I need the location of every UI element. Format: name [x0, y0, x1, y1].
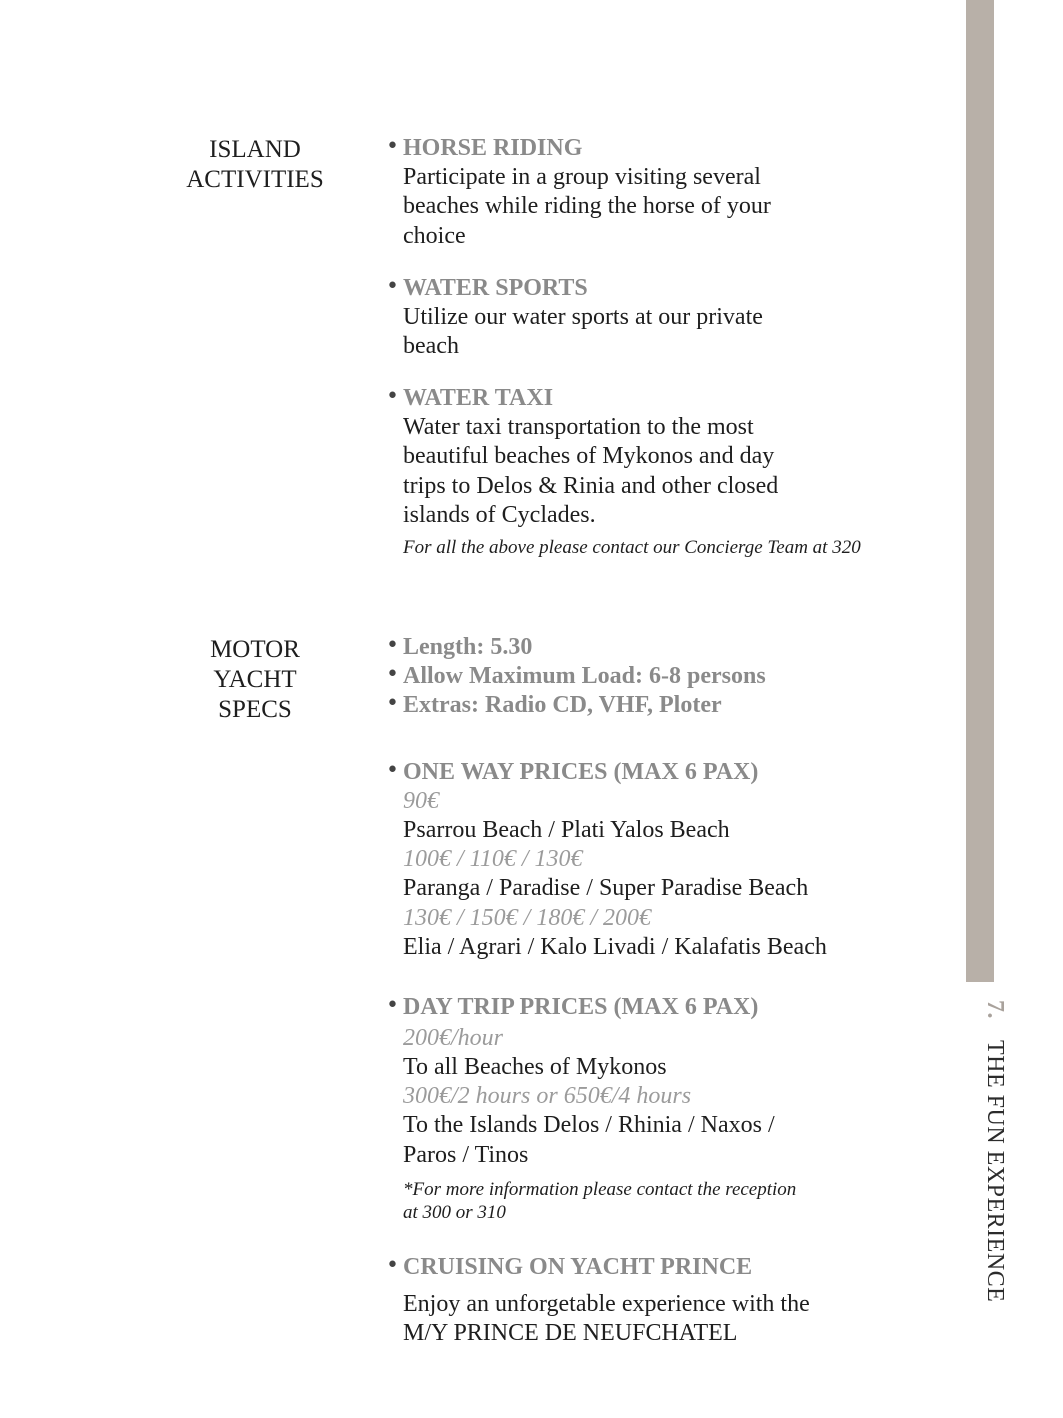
chapter-title: THE FUN EXPERIENCE	[982, 1039, 1008, 1302]
bullet-icon: •	[386, 384, 399, 409]
activity-desc: Participate in a group visiting several	[403, 164, 761, 190]
cruising-yacht-prince	[386, 1253, 906, 1349]
spec-length	[386, 633, 906, 662]
section-label-line: MOTOR	[210, 636, 300, 663]
price-value: 130€ / 150€ / 180€ / 200€	[403, 904, 652, 931]
bullet-icon: •	[386, 134, 399, 159]
activity-water-taxi	[386, 384, 906, 559]
concierge-note: For all the above please contact our Concierge Team at 320	[403, 537, 861, 559]
bullet-icon: •	[386, 274, 399, 299]
section-label-island-activities	[165, 135, 345, 195]
activity-title: WATER SPORTS	[403, 275, 588, 301]
price-value: 100€ / 110€ / 130€	[403, 846, 583, 873]
section-label-motor-yacht	[165, 635, 345, 725]
price-destination: Psarrou Beach / Plati Yalos Beach	[403, 817, 730, 843]
section-label-line: ACTIVITIES	[186, 166, 324, 193]
activity-desc: trips to Delos & Rinia and other closed	[403, 472, 779, 499]
price-value: 90€	[403, 788, 439, 814]
section-label-line: ISLAND	[209, 136, 301, 163]
chapter-heading	[948, 1000, 1008, 1310]
activity-desc: beaches while riding the horse of your	[403, 193, 771, 220]
cruise-desc: Enjoy an unforgetable experience with the	[403, 1291, 810, 1317]
activity-desc: beach	[403, 333, 459, 360]
bullet-icon: •	[386, 1253, 399, 1278]
price-destination: Paros / Tinos	[403, 1141, 529, 1168]
price-value: 200€/hour	[403, 1025, 504, 1051]
activity-desc: choice	[403, 222, 466, 249]
activity-desc: beautiful beaches of Mykonos and day	[403, 443, 775, 470]
price-section-title: DAY TRIP PRICES (MAX 6 PAX)	[403, 994, 759, 1020]
reception-note: at 300 or 310	[403, 1201, 506, 1223]
cruise-desc: M/Y PRINCE DE NEUFCHATEL	[403, 1320, 738, 1347]
chapter-number: 7.	[982, 1000, 1008, 1019]
bullet-icon: •	[386, 633, 399, 658]
price-destination: Paranga / Paradise / Super Paradise Beach	[403, 875, 809, 902]
price-section-title: ONE WAY PRICES (MAX 6 PAX)	[403, 759, 759, 785]
one-way-prices	[386, 758, 906, 962]
reception-note: *For more information please contact the reception	[403, 1178, 797, 1200]
bullet-icon: •	[386, 691, 399, 716]
activity-desc: islands of Cyclades.	[403, 501, 596, 528]
day-trip-prices	[386, 993, 906, 1224]
activity-desc: Utilize our water sports at our private	[403, 304, 763, 330]
activity-horse-riding	[386, 134, 906, 251]
section-label-line: YACHT	[213, 666, 297, 693]
spec-text: Allow Maximum Load: 6-8 persons	[403, 663, 766, 689]
bullet-icon: •	[386, 758, 399, 783]
price-destination: To the Islands Delos / Rhinia / Naxos /	[403, 1112, 775, 1139]
spec-text: Length: 5.30	[403, 634, 533, 660]
section-label-line: SPECS	[218, 696, 292, 723]
bullet-icon: •	[386, 662, 399, 687]
price-destination: To all Beaches of Mykonos	[403, 1054, 667, 1080]
spec-extras	[386, 691, 906, 720]
price-value: 300€/2 hours or 650€/4 hours	[403, 1083, 692, 1110]
activity-desc: Water taxi transportation to the most	[403, 414, 754, 440]
activity-title: WATER TAXI	[403, 385, 554, 411]
side-accent-bar	[966, 0, 994, 982]
spec-max-load	[386, 662, 906, 691]
spec-text: Extras: Radio CD, VHF, Ploter	[403, 692, 722, 718]
bullet-icon: •	[386, 993, 399, 1018]
cruise-title: CRUISING ON YACHT PRINCE	[403, 1254, 753, 1280]
price-destination: Elia / Agrari / Kalo Livadi / Kalafatis Beach	[403, 933, 827, 960]
activity-water-sports	[386, 274, 906, 362]
activity-title: HORSE RIDING	[403, 135, 583, 161]
